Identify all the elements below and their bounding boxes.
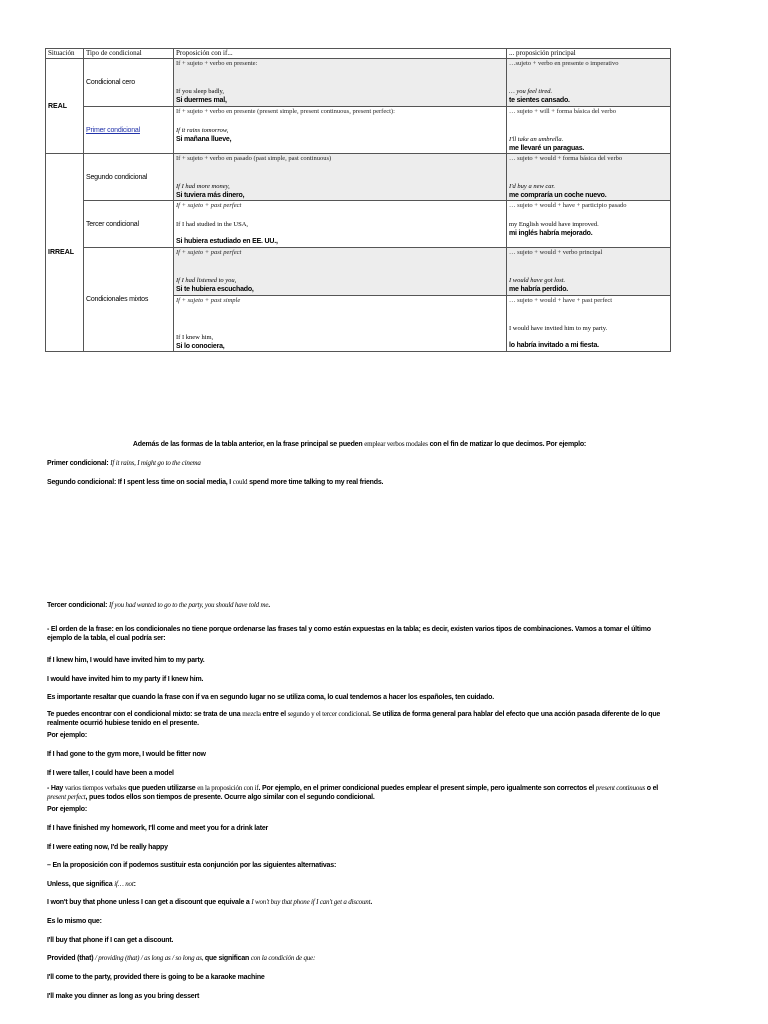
if-example-en: If I had listened to you, [176,277,237,284]
mixed-paragraph [47,710,672,728]
tenses-text-2: que pueden utilizarse [126,785,198,792]
main-clause-cell [507,107,671,154]
type-cell [84,201,174,248]
provided-example-1: I'll come to the party, provided there is going to be a karaoke machine [47,974,265,981]
third-end: . [268,602,271,609]
header-situation: Situación [46,49,84,59]
if-example-es: Si duermes mal, [176,97,227,104]
main-example-es: me compraría un coche nuevo. [509,192,607,199]
tenses-present-perfect: present perfect [47,793,86,801]
if-pattern: If + sujeto + verbo en presente (present simple, present continuous, present perfect): [176,108,395,115]
main-clause-cell [507,154,671,201]
unless-example-end: . [370,899,373,906]
type-label: Condicionales mixtos [86,296,149,303]
main-example-es: me llevaré un paraguas. [509,145,585,152]
second-modal: could [232,478,248,486]
situation-real [46,59,84,154]
intro-text: Además de las formas de la tabla anterior, en la frase principal se pueden [132,441,365,448]
if-clause-cell [174,201,507,248]
main-example-es: mi inglés habría mejorado. [509,230,593,237]
unless-example-text: I won't buy that phone unless I can get a discount que equivale a [47,899,252,906]
main-example-en: I'll take an umbrella. [509,136,564,143]
intro-paragraph [47,440,672,449]
if-example-en: If it rains tomorrow, [176,127,229,134]
for-example-label: Por ejemplo: [47,732,87,739]
table-row [46,59,671,107]
mixed-example-2: If I were taller, I could have been a model [47,770,174,777]
third-example: If you had wanted to go to the party, you should have told me [109,601,269,609]
first-example: If it rains, I might go to the cinema [110,459,201,467]
if-example-en: If I knew him, [176,334,214,341]
provided-text: que significan [204,955,250,962]
main-example-es: lo habría invitado a mi fiesta. [509,342,599,349]
situation-irreal [46,154,84,352]
type-label: Tercer condicional [86,220,139,228]
tenses-paragraph [47,784,672,802]
mixed-text-2: entre el [260,711,288,718]
if-pattern: If + sujeto + verbo en presente: [176,60,258,67]
main-example-en: I would have got lost. [509,277,566,284]
mixed-types: segundo y el tercer condicional [287,710,369,718]
main-clause-cell [507,59,671,107]
type-label: Condicional cero [86,79,135,86]
tenses-example-1: If I have finished my homework, I'll come and meet you for a drink later [47,825,269,832]
first-conditional-example [47,459,672,468]
if-example-es: Si lo conociera, [176,343,225,350]
unless-meaning: if… not [114,880,134,888]
same-as-label: Es lo mismo que: [47,918,102,925]
if-clause-cell [174,107,507,154]
main-clause-cell [507,248,671,296]
main-pattern: … sujeto + would + forma básica del verbo [509,155,623,162]
intro-text-end: con el fin de matizar lo que decimos. Por ejemplo: [427,441,587,448]
first-conditional-link[interactable]: Primer condicional [86,126,140,134]
main-pattern: … sujeto + would + verbo principal [509,249,603,256]
provided-example-2: I'll make you dinner as long as you bring dessert [47,993,200,1000]
tenses-phrase: varios tiempos verbales [64,784,127,792]
intro-modal-verbs: emplear verbos modales [364,440,428,448]
main-pattern: … sujeto + will + forma básica del verbo [509,108,616,115]
order-paragraph: - El orden de la frase: en los condicionales no tiene porque ordenarse las frases tal y como están expuestas en la tabla; es decir, existen varios tipos de combinaciones. Vamos a tomar el último ejemplo de la tabla, el cual podría ser: [47,626,651,642]
header-type: Tipo de condicional [84,49,174,59]
if-pattern: If + sujeto + past perfect [176,202,242,209]
if-clause-cell [174,59,507,107]
main-pattern: …sujeto + verbo en presente o imperativo [509,60,619,67]
if-clause-cell [174,154,507,201]
mixed-example-1: If I had gone to the gym more, I would be fitter now [47,751,206,758]
if-clause-cell [174,296,507,352]
second-rest: spend more time talking to my real friends. [247,479,384,486]
unless-definition [47,880,672,889]
mixed-word: mezcla [242,710,261,718]
unless-text: Unless, que significa [47,881,115,888]
table-row [46,248,671,296]
tenses-example-2: If I were eating now, I'd be really happy [47,844,168,851]
main-clause-cell [507,296,671,352]
unless-example [47,898,672,907]
unless-equivalent: I won't buy that phone if I can't get a discount [251,898,371,906]
if-pattern: If + sujeto + past perfect [176,249,242,256]
type-cell [84,107,174,154]
situation-label: REAL [48,102,68,110]
second-conditional-example [47,478,672,487]
if-pattern: If + sujeto + verbo en pasado (past simple, past continuous) [176,155,332,162]
conditionals-table [45,48,671,352]
provided-meaning: con la condición de que: [249,954,316,962]
third-conditional-example [47,601,672,610]
if-pattern: If + sujeto + past simple [176,297,241,304]
first-label: Primer condicional: [47,460,111,467]
for-example-label-2: Por ejemplo: [47,806,87,813]
main-example-es: me habría perdido. [509,286,569,293]
main-example-en: … you feel tired. [509,88,553,95]
second-label: Segundo condicional: If I spent less time on social media, I [47,479,233,486]
type-cell [84,154,174,201]
situation-label: IRREAL [48,249,75,256]
tenses-text-4: o el [645,785,659,792]
third-label: Tercer condicional: [47,602,109,609]
main-clause-cell [507,201,671,248]
same-as-example: I'll buy that phone if I can get a discount. [47,937,174,944]
unless-colon: : [133,881,136,888]
substitution-note: – En la proposición con if podemos sustituir esta conjunción por las siguientes alternativas: [47,862,337,869]
if-example-en: If I had studied in the USA, [176,221,249,228]
provided-alternatives: / providing (that) / as long as / so long as, [93,954,205,962]
mixed-text: Te puedes encontrar con el condicional mixto: se trata de una [47,711,243,718]
if-example-es: Si hubiera estudiado en EE. UU., [176,238,278,245]
tenses-phrase-2: en la proposición con if [197,784,259,792]
mixed-text-3: . Se utiliza de forma general para hablar del efecto que una acción pasada diferente de lo que realmente ocurrió hubiese tenido en el presente. [47,711,661,727]
type-cell [84,248,174,352]
table-row [46,201,671,248]
comma-note: Es importante resaltar que cuando la frase con if va en segundo lugar no se utiliza coma, lo cual tendemos a hacer los españoles, ten cuidado. [47,694,494,701]
main-example-es: te sientes cansado. [509,97,570,104]
tenses-text: - Hay [47,785,65,792]
main-pattern: … sujeto + would + have + participio pasado [509,202,627,209]
table-header-row [46,49,671,59]
tenses-text-3: . Por ejemplo, en el primer condicional puedes emplear el present simple, pero igualmente son correctos el [258,785,596,792]
table-row [46,107,671,154]
if-example-en: If I had more money, [176,183,230,190]
order-example-2: I would have invited him to my party if I knew him. [47,676,204,683]
provided-term: Provided (that) [47,955,94,962]
main-pattern: … sujeto + would + have + past perfect [509,297,613,304]
if-clause-cell [174,248,507,296]
tenses-present-continuous: present continuous [595,784,646,792]
header-if-clause: Proposición con if... [174,49,507,59]
order-example-1: If I knew him, I would have invited him to my party. [47,657,205,664]
if-example-es: Si te hubiera escuchado, [176,286,254,293]
if-example-es: Si tuviera más dinero, [176,192,245,199]
if-example-es: Si mañana llueve, [176,136,232,143]
table-row [46,154,671,201]
header-main-clause: ... proposición principal [507,49,671,59]
main-example-en: I would have invited him to my party. [509,325,608,332]
if-example-en: If you sleep badly, [176,88,224,95]
main-example-en: my English would have improved. [509,221,599,228]
main-example-en: I'd buy a new car. [509,183,555,190]
type-cell [84,59,174,107]
type-label: Segundo condicional [86,173,148,181]
provided-definition [47,954,672,963]
tenses-text-5: , pues todos ellos son tiempos de presente. Ocurre algo similar con el segundo condicional. [85,794,375,801]
